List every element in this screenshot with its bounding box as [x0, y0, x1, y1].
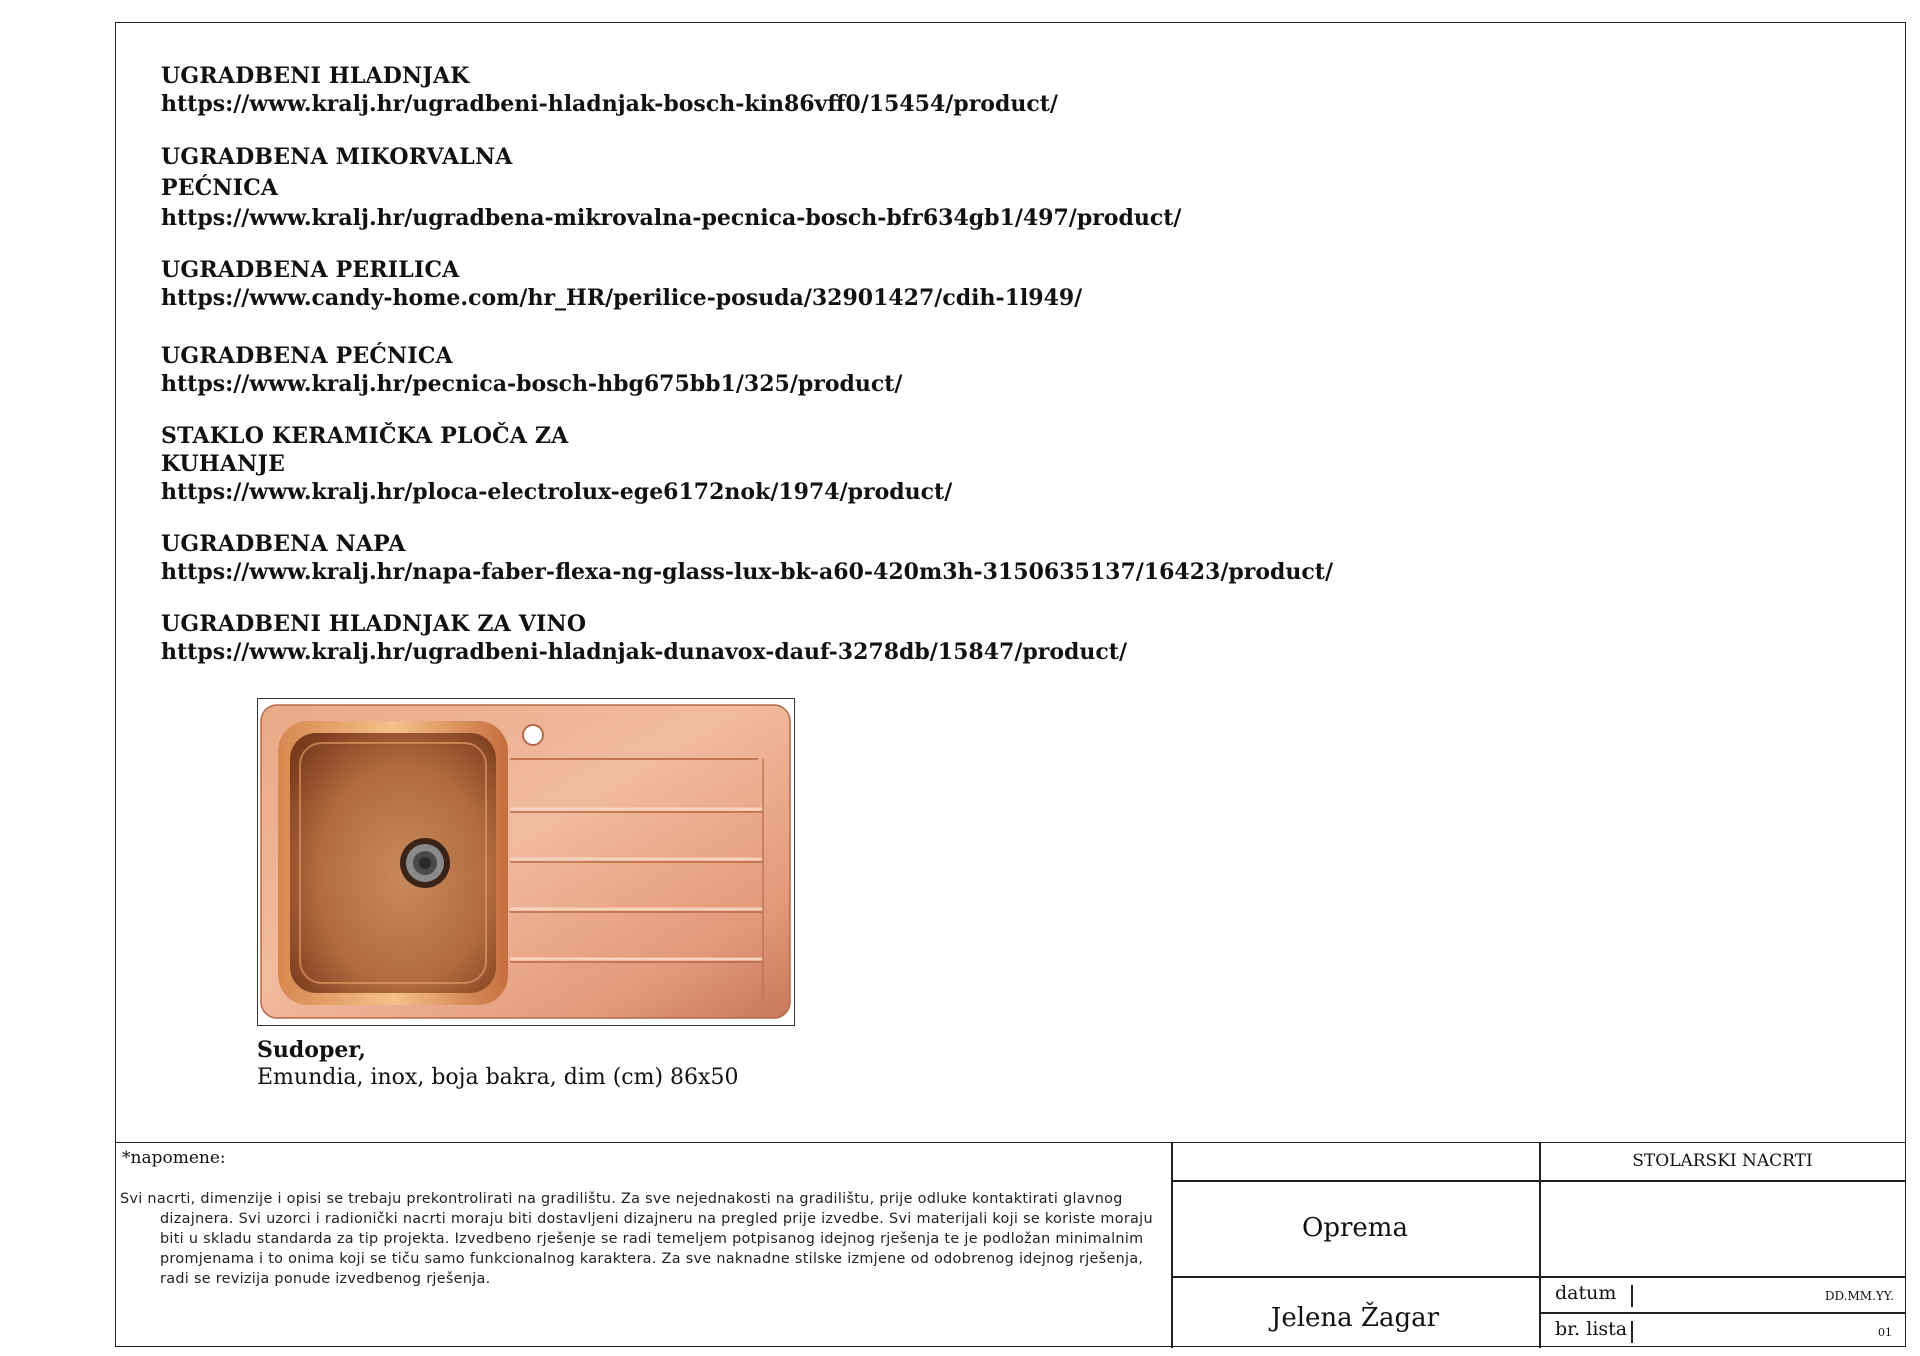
date-label: datum	[1555, 1282, 1617, 1304]
item-title: UGRADBENA PEĆNICA	[161, 343, 453, 369]
notes-label: *napomene:	[122, 1148, 226, 1168]
item-link[interactable]: https://www.candy-home.com/hr_HR/perilice-posuda/32901427/cdih-1l949/	[161, 285, 1083, 311]
item-link[interactable]: https://www.kralj.hr/pecnica-bosch-hbg675bb1/325/product/	[161, 371, 903, 397]
item-title: UGRADBENA MIKORVALNA PEĆNICA	[161, 144, 513, 201]
list-item	[161, 342, 1661, 398]
divider	[1631, 1321, 1633, 1343]
item-title: UGRADBENA PERILICA	[161, 257, 460, 283]
item-link[interactable]: https://www.kralj.hr/ugradbena-mikrovalna-pecnica-bosch-bfr634gb1/497/product/	[161, 205, 1182, 231]
sink-name: Sudoper,	[257, 1037, 366, 1063]
item-link[interactable]: https://www.kralj.hr/ugradbeni-hladnjak-dunavox-dauf-3278db/15847/product/	[161, 639, 1127, 665]
drawing-type: STOLARSKI NACRTI	[1632, 1151, 1813, 1171]
item-title: UGRADBENA NAPA	[161, 531, 406, 557]
title-block	[115, 1142, 1906, 1347]
equipment-list	[161, 62, 1661, 666]
list-item	[161, 256, 1661, 312]
item-title: UGRADBENI HLADNJAK	[161, 63, 470, 89]
divider	[1171, 1276, 1906, 1278]
author-name: Jelena Žagar	[1270, 1303, 1440, 1333]
divider	[1171, 1180, 1906, 1182]
list-item	[161, 62, 1661, 118]
list-item	[161, 610, 1661, 666]
list-item	[161, 422, 1661, 506]
item-link[interactable]: https://www.kralj.hr/ugradbeni-hladnjak-bosch-kin86vff0/15454/product/	[161, 91, 1058, 117]
date-value: DD.MM.YY.	[1824, 1289, 1894, 1303]
list-item	[161, 530, 1661, 586]
divider	[1631, 1285, 1633, 1307]
divider	[1539, 1312, 1906, 1314]
sink-description: Emundia, inox, boja bakra, dim (cm) 86x50	[257, 1065, 739, 1090]
copper-sink-illustration	[258, 699, 793, 1024]
sheet-number-label: br. lista	[1555, 1318, 1628, 1340]
item-link[interactable]: https://www.kralj.hr/ploca-electrolux-ege6172nok/1974/product/	[161, 479, 953, 505]
section-title: Oprema	[1302, 1213, 1408, 1243]
notes-text: Svi nacrti, dimenzije i opisi se trebaju prekontrolirati na gradilištu. Za sve nejednakosti na gradilištu, prije odluke kontaktirati glavnog dizajnera. Svi uzorci i radionički nacrti moraju biti dostavljeni dizajneru na pregled prije izvedbe. Svi materijali koji se koriste moraju biti u skladu standarda za tip projekta. Izvedbeno rješenje se radi temeljem potpisanog idejnog rješenja te je podložan minimalnim promjenama i to onima koji se tiču samo funkcionalnog karaktera. Za sve naknadne stilske izmjene od odobrenog idejnog rješenja, radi se revizija ponude izvedbenog rješenja.	[120, 1191, 1153, 1287]
list-item	[161, 142, 1661, 232]
item-title: STAKLO KERAMIČKA PLOČA ZA KUHANJE	[161, 423, 569, 477]
item-title: UGRADBENI HLADNJAK ZA VINO	[161, 611, 587, 637]
item-link[interactable]: https://www.kralj.hr/napa-faber-flexa-ng-glass-lux-bk-a60-420m3h-3150635137/16423/product/	[161, 559, 1333, 585]
sheet-number-value: 01	[1878, 1326, 1892, 1339]
sink-caption	[257, 1036, 738, 1092]
sink-image	[257, 698, 795, 1026]
